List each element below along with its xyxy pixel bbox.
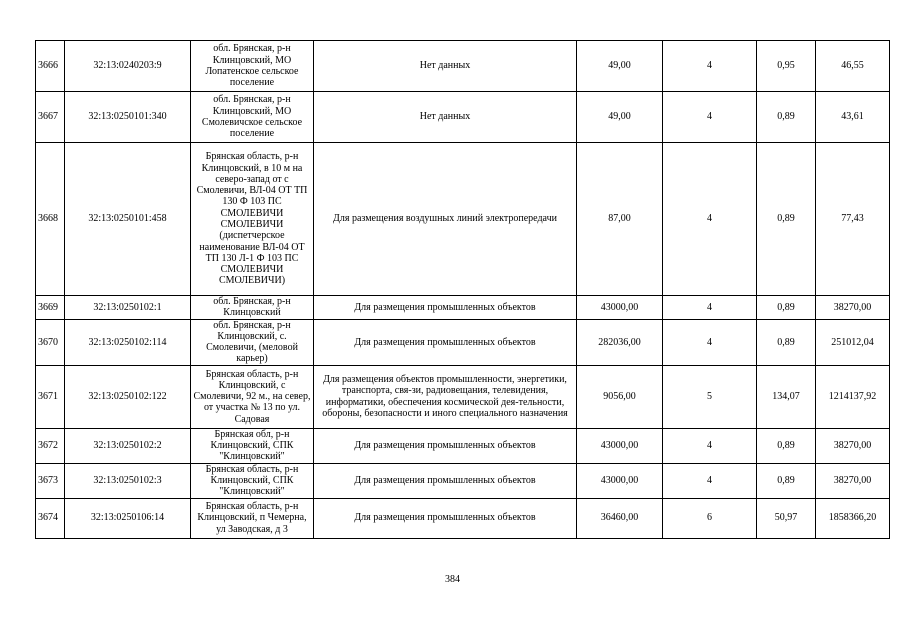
group-cell: 4 (663, 92, 757, 143)
cadastral-value-cell: 1858366,20 (816, 498, 890, 538)
area-cell: 282036,00 (577, 319, 663, 365)
row-number-cell: 3667 (36, 92, 65, 143)
table-row (36, 463, 890, 498)
row-number-cell: 3674 (36, 498, 65, 538)
address-cell: Брянская область, р-н Клинцовский, в 10 м на северо-запад от с Смолевичи, ВЛ-04 ОТ ТП 130 Ф 103 ПС СМОЛЕВИЧИ СМОЛЕВИЧИ (диспетчерское наименование ВЛ-04 ОТ ТП 130 Л-1 Ф 103 ПС СМОЛЕВИЧИ СМОЛЕВИЧИ) (191, 143, 314, 296)
table-row (36, 365, 890, 428)
land-use-purpose-cell: Для размещения промышленных объектов (314, 319, 577, 365)
address-cell: Брянская обл, р-н Клинцовский, СПК "Клинцовский" (191, 428, 314, 463)
specific-value-cell: 0,89 (757, 428, 816, 463)
group-cell: 4 (663, 143, 757, 296)
cadastral-value-cell: 46,55 (816, 41, 890, 92)
land-use-purpose-cell: Для размещения промышленных объектов (314, 428, 577, 463)
area-cell: 36460,00 (577, 498, 663, 538)
address-cell: Брянская область, р-н Клинцовский, с Смолевичи, 92 м., на север, от участка № 13 по ул. Садовая (191, 365, 314, 428)
specific-value-cell: 0,89 (757, 296, 816, 320)
land-use-purpose-cell: Нет данных (314, 92, 577, 143)
group-cell: 4 (663, 41, 757, 92)
specific-value-cell: 50,97 (757, 498, 816, 538)
specific-value-cell: 0,89 (757, 143, 816, 296)
row-number-cell: 3666 (36, 41, 65, 92)
address-cell: обл. Брянская, р-н Клинцовский (191, 296, 314, 320)
cadastral-number-cell: 32:13:0250102:114 (65, 319, 191, 365)
row-number-cell: 3670 (36, 319, 65, 365)
cadastral-value-cell: 1214137,92 (816, 365, 890, 428)
table-row (36, 428, 890, 463)
address-cell: обл. Брянская, р-н Клинцовский, с. Смолевичи, (меловой карьер) (191, 319, 314, 365)
group-cell: 4 (663, 428, 757, 463)
area-cell: 49,00 (577, 92, 663, 143)
cadastral-value-cell: 38270,00 (816, 296, 890, 320)
address-cell: Брянская область, р-н Клинцовский, п Чемерна, ул Заводская, д 3 (191, 498, 314, 538)
cadastral-value-cell: 77,43 (816, 143, 890, 296)
address-cell: обл. Брянская, р-н Клинцовский, МО Лопатенское сельское поселение (191, 41, 314, 92)
group-cell: 4 (663, 296, 757, 320)
cadastral-number-cell: 32:13:0250102:1 (65, 296, 191, 320)
specific-value-cell: 0,89 (757, 92, 816, 143)
row-number-cell: 3668 (36, 143, 65, 296)
area-cell: 43000,00 (577, 296, 663, 320)
table-row (36, 296, 890, 320)
cadastral-number-cell: 32:13:0250106:14 (65, 498, 191, 538)
table-body (36, 41, 890, 539)
land-use-purpose-cell: Для размещения воздушных линий электропередачи (314, 143, 577, 296)
cadastral-number-cell: 32:13:0250101:340 (65, 92, 191, 143)
specific-value-cell: 134,07 (757, 365, 816, 428)
table-row (36, 319, 890, 365)
group-cell: 4 (663, 463, 757, 498)
land-use-purpose-cell: Для размещения объектов промышленности, энергетики, транспорта, свя-зи, радиовещания, телевидения, информатики, обеспечения космической дея-тельности, обороны, безопасности и иного специального назначения (314, 365, 577, 428)
specific-value-cell: 0,89 (757, 463, 816, 498)
cadastral-number-cell: 32:13:0250101:458 (65, 143, 191, 296)
area-cell: 43000,00 (577, 428, 663, 463)
row-number-cell: 3672 (36, 428, 65, 463)
page-number: 384 (445, 574, 460, 585)
cadastral-number-cell: 32:13:0250102:2 (65, 428, 191, 463)
address-cell: обл. Брянская, р-н Клинцовский, МО Смолевичское сельское поселение (191, 92, 314, 143)
area-cell: 87,00 (577, 143, 663, 296)
cadastral-value-cell: 38270,00 (816, 428, 890, 463)
land-use-purpose-cell: Нет данных (314, 41, 577, 92)
table-row (36, 143, 890, 296)
table-row (36, 92, 890, 143)
row-number-cell: 3671 (36, 365, 65, 428)
land-use-purpose-cell: Для размещения промышленных объектов (314, 296, 577, 320)
group-cell: 6 (663, 498, 757, 538)
group-cell: 5 (663, 365, 757, 428)
area-cell: 43000,00 (577, 463, 663, 498)
cadastral-number-cell: 32:13:0250102:122 (65, 365, 191, 428)
cadastral-value-cell: 43,61 (816, 92, 890, 143)
cadastral-number-cell: 32:13:0250102:3 (65, 463, 191, 498)
land-use-purpose-cell: Для размещения промышленных объектов (314, 463, 577, 498)
cadastral-value-cell: 251012,04 (816, 319, 890, 365)
area-cell: 9056,00 (577, 365, 663, 428)
cadastral-value-table (35, 40, 890, 539)
row-number-cell: 3669 (36, 296, 65, 320)
address-cell: Брянская область, р-н Клинцовский, СПК "Клинцовский" (191, 463, 314, 498)
group-cell: 4 (663, 319, 757, 365)
cadastral-number-cell: 32:13:0240203:9 (65, 41, 191, 92)
specific-value-cell: 0,89 (757, 319, 816, 365)
area-cell: 49,00 (577, 41, 663, 92)
cadastral-value-cell: 38270,00 (816, 463, 890, 498)
table-row (36, 498, 890, 538)
land-use-purpose-cell: Для размещения промышленных объектов (314, 498, 577, 538)
row-number-cell: 3673 (36, 463, 65, 498)
table-row (36, 41, 890, 92)
specific-value-cell: 0,95 (757, 41, 816, 92)
